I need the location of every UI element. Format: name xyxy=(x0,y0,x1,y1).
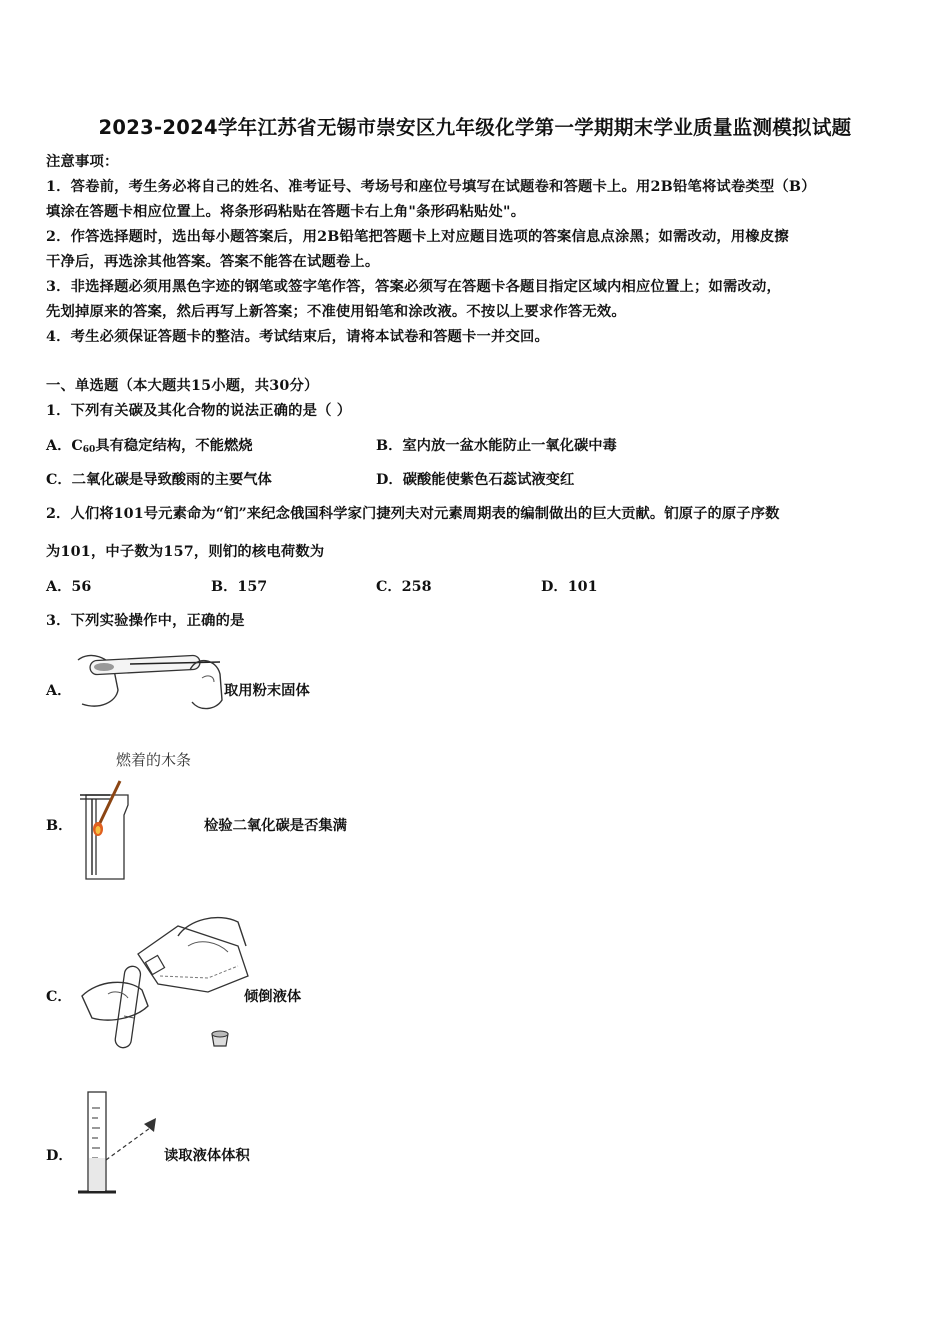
question-2-stem-line1: 2．人们将101号元素命为“钔”来纪念俄国科学家门捷列夫对元素周期表的编制做出的巨大贡献。钔原子的原子序数 xyxy=(46,506,780,522)
gas-bottle-figure xyxy=(74,775,144,885)
q3-option-a-label: A． xyxy=(46,683,72,699)
q1-option-d: D．碳酸能使紫色石蕊试液变红 xyxy=(376,472,575,488)
q3-option-b-label: B． xyxy=(46,818,73,834)
page-title: 2023-2024学年江苏省无锡市崇安区九年级化学第一学期期末学业质量监测模拟试题 xyxy=(98,116,852,139)
notice-line: 2．作答选择题时，选出每小题答案后，用2B铅笔把答题卡上对应题目选项的答案信息点涂黑；如需改动，用橡皮擦 xyxy=(46,229,789,245)
question-3-stem: 3．下列实验操作中，正确的是 xyxy=(46,613,245,629)
notice-line: 3．非选择题必须用黑色字迹的钢笔或签字笔作答，答案必须写在答题卡各题目指定区域内相应位置上；如需改动， xyxy=(46,279,781,295)
pouring-liquid-figure xyxy=(78,906,253,1056)
q2-option-c: C．258 xyxy=(376,579,432,595)
notice-line: 先划掉原来的答案，然后再写上新答案；不准使用铅笔和涂改液。不按以上要求作答无效。 xyxy=(46,304,626,320)
notice-heading: 注意事项： xyxy=(46,154,119,170)
q3-option-d-caption: 读取液体体积 xyxy=(164,1148,250,1164)
notice-line: 4．考生必须保证答题卡的整洁。考试结束后，请将本试卷和答题卡一并交回。 xyxy=(46,329,550,345)
q3-option-b-caption: 检验二氧化碳是否集满 xyxy=(204,818,347,834)
q2-option-a: A．56 xyxy=(46,579,92,595)
q2-option-b: B．157 xyxy=(211,579,268,595)
notice-line: 填涂在答题卡相应位置上。将条形码粘贴在答题卡右上角"条形码粘贴处"。 xyxy=(46,204,526,220)
q3-option-c-label: C． xyxy=(46,989,72,1005)
graduated-cylinder-figure xyxy=(72,1088,172,1200)
q1-option-c: C．二氧化碳是导致酸雨的主要气体 xyxy=(46,472,272,488)
section-heading: 一、单选题（本大题共15小题，共30分） xyxy=(46,378,319,394)
q1-option-a-subscript: 60 xyxy=(82,445,96,455)
q1-option-a-text: 具有稳定结构，不能燃烧 xyxy=(95,438,253,454)
notice-line: 干净后，再选涂其他答案。答案不能答在试题卷上。 xyxy=(46,254,380,270)
q2-option-d: D．101 xyxy=(541,579,598,595)
question-1-stem: 1．下列有关碳及其化合物的说法正确的是（ ） xyxy=(46,403,352,419)
notice-line: 1．答卷前，考生务必将自己的姓名、准考证号、考场号和座位号填写在试题卷和答题卡上。用2B铅笔将试卷类型（B） xyxy=(46,179,816,195)
q3-option-a-caption: 取用粉末固体 xyxy=(224,683,310,699)
q3-option-d-label: D． xyxy=(46,1148,73,1164)
burning-stick-label: 燃着的木条 xyxy=(116,751,192,769)
q3-option-c-caption: 倾倒液体 xyxy=(244,989,302,1005)
q1-option-a-label: A．C xyxy=(46,438,83,454)
question-2-stem-line2: 为101，中子数为157，则钔的核电荷数为 xyxy=(46,544,325,560)
q1-option-a xyxy=(46,435,253,455)
q1-option-b: B．室内放一盆水能防止一氧化碳中毒 xyxy=(376,438,617,454)
powder-test-tube-figure xyxy=(70,640,230,715)
